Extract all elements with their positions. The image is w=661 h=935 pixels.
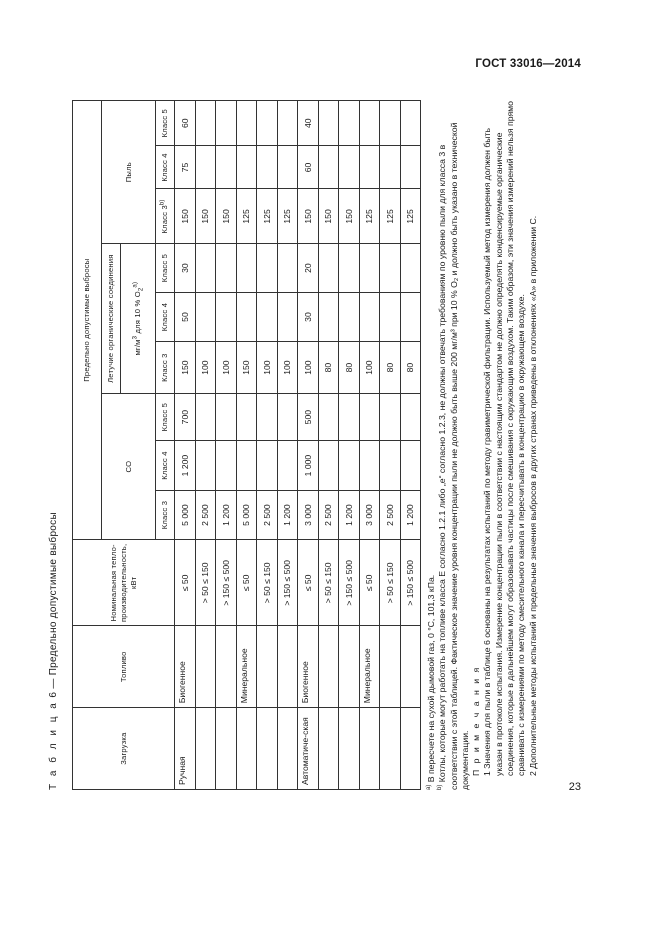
cell-d5 [277, 101, 298, 146]
cell-co5 [359, 393, 380, 440]
table-row [175, 101, 196, 790]
cell-v4 [318, 292, 339, 342]
cell-power: > 150 ≤ 500 [216, 540, 237, 626]
footnote-a: $^{а)}$ В пересчете на сухой дымовой газ, 0 °С, 101,3 кПа. [426, 574, 436, 790]
cell-d3: 150 [195, 189, 216, 244]
cell-fuel [400, 626, 421, 708]
cell-d3: 150 [339, 189, 360, 244]
units-header: $мг/м^3$ для 10 % $О_2^{а)}$ [121, 244, 156, 394]
rotated-table-block [48, 100, 538, 790]
cell-fuel [380, 626, 401, 708]
cell-co3: 1 200 [216, 490, 237, 540]
cell-power: > 150 ≤ 500 [339, 540, 360, 626]
table-row [216, 101, 237, 790]
cell-v3: 100 [359, 342, 380, 394]
cell-d4: 75 [175, 146, 196, 189]
cell-co5 [216, 393, 237, 440]
cell-fuel: Минеральное [236, 626, 257, 708]
cell-co3: 5 000 [236, 490, 257, 540]
cell-co3: 5 000 [175, 490, 196, 540]
cell-d4 [257, 146, 278, 189]
cell-fuel [195, 626, 216, 708]
cell-v5 [380, 244, 401, 292]
voc-header: Летучие органические соединения [102, 244, 121, 394]
cell-co4 [216, 441, 237, 491]
notes-block [426, 100, 539, 790]
table-row [339, 101, 360, 790]
cell-co4 [277, 441, 298, 491]
cell-v5 [339, 244, 360, 292]
table-caption [48, 100, 60, 790]
cell-loading: Автоматиче-ская [298, 708, 319, 790]
cell-fuel [318, 626, 339, 708]
cell-d3: 125 [380, 189, 401, 244]
cell-co4 [257, 441, 278, 491]
cell-d3: 150 [175, 189, 196, 244]
cell-co5 [236, 393, 257, 440]
cell-power: ≤ 50 [298, 540, 319, 626]
cell-power: ≤ 50 [236, 540, 257, 626]
cell-v5 [236, 244, 257, 292]
table-row [380, 101, 401, 790]
voc-class4-header: Класс 4 [156, 292, 175, 342]
cell-co5: 500 [298, 393, 319, 440]
cell-v3: 150 [236, 342, 257, 394]
cell-d4 [195, 146, 216, 189]
cell-v3: 100 [216, 342, 237, 394]
cell-co3: 3 000 [298, 490, 319, 540]
cell-fuel: Минеральное [359, 626, 380, 708]
emissions-table [72, 100, 421, 790]
cell-fuel [216, 626, 237, 708]
cell-v3: 80 [380, 342, 401, 394]
cell-v4 [380, 292, 401, 342]
cell-d3: 125 [277, 189, 298, 244]
cell-loading [277, 708, 298, 790]
cell-v3: 100 [277, 342, 298, 394]
cell-loading [216, 708, 237, 790]
cell-d4 [318, 146, 339, 189]
table-row [318, 101, 339, 790]
cell-co5 [257, 393, 278, 440]
cell-co4 [380, 441, 401, 491]
cell-d5 [216, 101, 237, 146]
cell-d3: 125 [236, 189, 257, 244]
cell-v3: 100 [298, 342, 319, 394]
table-row [298, 101, 319, 790]
cell-v3: 80 [400, 342, 421, 394]
cell-co3: 3 000 [359, 490, 380, 540]
cell-fuel [277, 626, 298, 708]
table-row [359, 101, 380, 790]
cell-d5 [257, 101, 278, 146]
cell-v5 [400, 244, 421, 292]
cell-d5 [339, 101, 360, 146]
standard-header: ГОСТ 33016—2014 [475, 58, 581, 70]
col-loading-header: Загрузка [73, 708, 175, 790]
cell-d4 [339, 146, 360, 189]
cell-co4 [400, 441, 421, 491]
cell-v4 [400, 292, 421, 342]
notes-title: П р и м е ч а н и я [471, 665, 482, 776]
cell-co3: 1 200 [400, 490, 421, 540]
cell-d3: 125 [257, 189, 278, 244]
cell-v3: 80 [339, 342, 360, 394]
cell-loading: Ручная [175, 708, 196, 790]
cell-v3: 100 [195, 342, 216, 394]
cell-power: > 150 ≤ 500 [400, 540, 421, 626]
cell-loading [380, 708, 401, 790]
cell-v4 [339, 292, 360, 342]
cell-d5 [236, 101, 257, 146]
cell-co3: 2 500 [257, 490, 278, 540]
cell-d5 [359, 101, 380, 146]
co-class3-header: Класс 3 [156, 490, 175, 540]
cell-v5 [318, 244, 339, 292]
cell-v3: 80 [318, 342, 339, 394]
co-class4-header: Класс 4 [156, 441, 175, 491]
cell-co4 [195, 441, 216, 491]
cell-v5 [195, 244, 216, 292]
cell-co4 [236, 441, 257, 491]
cell-co5 [380, 393, 401, 440]
cell-power: > 50 ≤ 150 [380, 540, 401, 626]
cell-co5 [195, 393, 216, 440]
cell-d3: 150 [216, 189, 237, 244]
col-fuel-header: Топливо [73, 626, 175, 708]
table-row [236, 101, 257, 790]
voc-class5-header: Класс 5 [156, 244, 175, 292]
limits-header: Предельно допустимые выбросы [73, 101, 102, 540]
note-1: 1 Значения для пыли в таблице 6 основаны на результатах испытаний по методу гравиметрической фильтрации. Используемый метод измерения должен быть указан в протоколе испытания. Измерение концентрации пыли в соответствии с настоящим стандартом не должно определять конденсируемые органические соединения, которые в дальнейшем могут образовывать частицы после смешивания с окружающим воздухом. Таким образом, эти значения измерений нельзя прямо сравнивать с измерениями по методу смесительного канала и пересчитывать в концентрацию в окружающем воздухе. [482, 101, 527, 776]
dust-class5-header: Класс 5 [156, 101, 175, 146]
cell-d4 [380, 146, 401, 189]
cell-co4: 1 200 [175, 441, 196, 491]
cell-loading [400, 708, 421, 790]
table-row [195, 101, 216, 790]
cell-fuel: Биогенное [175, 626, 196, 708]
cell-v4 [195, 292, 216, 342]
cell-co4 [339, 441, 360, 491]
cell-d5 [318, 101, 339, 146]
cell-d5: 60 [175, 101, 196, 146]
dust-header: Пыль [102, 101, 156, 244]
cell-v5: 20 [298, 244, 319, 292]
cell-co5 [318, 393, 339, 440]
cell-co5: 700 [175, 393, 196, 440]
cell-fuel [339, 626, 360, 708]
table-row [400, 101, 421, 790]
cell-power: > 50 ≤ 150 [318, 540, 339, 626]
co-class5-header: Класс 5 [156, 393, 175, 440]
cell-fuel [257, 626, 278, 708]
cell-power: > 150 ≤ 500 [277, 540, 298, 626]
dust-class4-header: Класс 4 [156, 146, 175, 189]
cell-d3: 150 [318, 189, 339, 244]
col-power-header: Номинальная тепло-производительность, кВт [73, 540, 175, 626]
cell-co3: 1 200 [339, 490, 360, 540]
cell-v5: 30 [175, 244, 196, 292]
cell-v5 [277, 244, 298, 292]
dust-class3-header: Класс 3$^{b)}$ [156, 189, 175, 244]
cell-loading [257, 708, 278, 790]
cell-power: > 50 ≤ 150 [257, 540, 278, 626]
table-caption-prefix: Т а б л и ц а [48, 700, 59, 790]
cell-power: ≤ 50 [175, 540, 196, 626]
table-row [277, 101, 298, 790]
cell-v5 [216, 244, 237, 292]
cell-power: ≤ 50 [359, 540, 380, 626]
cell-co5 [339, 393, 360, 440]
cell-v4: 30 [298, 292, 319, 342]
co-header: СО [102, 393, 156, 539]
cell-d4 [277, 146, 298, 189]
cell-v4 [257, 292, 278, 342]
cell-v4 [216, 292, 237, 342]
cell-v5 [257, 244, 278, 292]
cell-co5 [277, 393, 298, 440]
cell-loading [339, 708, 360, 790]
cell-d3: 125 [359, 189, 380, 244]
cell-co3: 1 200 [277, 490, 298, 540]
voc-class3-header: Класс 3 [156, 342, 175, 394]
cell-co3: 2 500 [195, 490, 216, 540]
cell-fuel: Биогенное [298, 626, 319, 708]
cell-v3: 100 [257, 342, 278, 394]
cell-power: > 50 ≤ 150 [195, 540, 216, 626]
cell-v3: 150 [175, 342, 196, 394]
cell-loading [236, 708, 257, 790]
cell-co4 [359, 441, 380, 491]
cell-d4: 60 [298, 146, 319, 189]
cell-loading [318, 708, 339, 790]
note-2: 2 Дополнительные методы испытаний и предельные значения выбросов в других странах приведены в отклонениях «А» в приложении С. [527, 215, 538, 776]
cell-d5: 40 [298, 101, 319, 146]
cell-co3: 2 500 [380, 490, 401, 540]
cell-co3: 2 500 [318, 490, 339, 540]
cell-v4 [236, 292, 257, 342]
cell-d4 [236, 146, 257, 189]
cell-co4: 1 000 [298, 441, 319, 491]
cell-d4 [400, 146, 421, 189]
cell-v5 [359, 244, 380, 292]
cell-co4 [318, 441, 339, 491]
cell-loading [359, 708, 380, 790]
cell-d4 [216, 146, 237, 189]
footnote-b: $^{b)}$ Котлы, которые могут работать на топливе класса Е согласно 1.2.1 либо „е“ согласно 1.2.3, не должны отвечать требованиям по уровню пыли для класса 3 в соответствии с этой таблицей. Фактическое значение уровня концентрации пыли не должно быть выше 200 мг/м³ при 10 % О₂ и должно быть указано в технической документации. [437, 122, 470, 790]
table-row [257, 101, 278, 790]
cell-co5 [400, 393, 421, 440]
cell-v4 [359, 292, 380, 342]
cell-loading [195, 708, 216, 790]
cell-d5 [195, 101, 216, 146]
cell-v4 [277, 292, 298, 342]
table-caption-text: 6 — Предельно допустимые выбросы [48, 512, 59, 698]
table-body [175, 101, 421, 790]
cell-d3: 150 [298, 189, 319, 244]
cell-d3: 125 [400, 189, 421, 244]
page-number: 23 [568, 781, 581, 793]
cell-v4: 50 [175, 292, 196, 342]
cell-d4 [359, 146, 380, 189]
cell-d5 [380, 101, 401, 146]
cell-d5 [400, 101, 421, 146]
